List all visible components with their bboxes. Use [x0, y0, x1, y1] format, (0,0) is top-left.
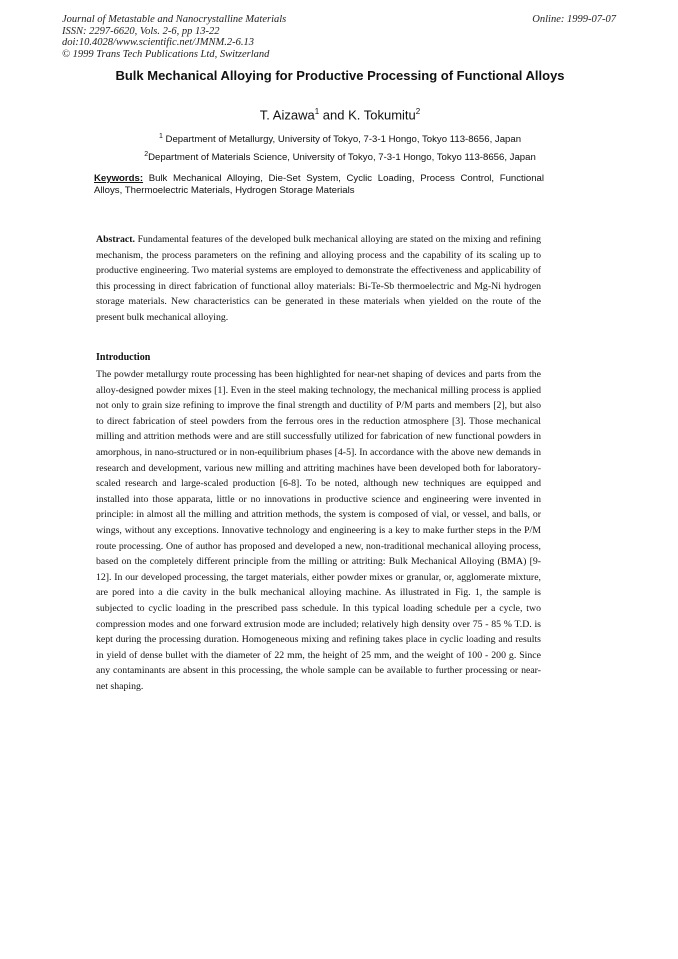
keywords [94, 173, 544, 196]
abstract [96, 232, 541, 326]
journal-issn: ISSN: 2297-6620, Vols. 2-6, pp 13-22 [62, 25, 220, 37]
affiliation-2 [60, 151, 620, 163]
author-1: T. Aizawa [259, 107, 315, 123]
author-2-affiliation-mark: 2 [415, 107, 421, 116]
paper-title: Bulk Mechanical Alloying for Productive Processing of Functional Alloys [115, 68, 565, 83]
author-2: K. Tokumitu [348, 107, 416, 123]
keywords-text: Bulk Mechanical Alloying, Die-Set System, Cyclic Loading, Process Control, Functional Alloys, Thermoelectric Materials, Hydrogen Storage Materials [94, 173, 544, 196]
affiliation-2-text: Department of Materials Science, University of Tokyo, 7-3-1 Hongo, Tokyo 113-8656, Japan [148, 152, 536, 164]
journal-copyright: © 1999 Trans Tech Publications Ltd, Switzerland [62, 48, 270, 60]
journal-doi: doi:10.4028/www.scientific.net/JMNM.2-6.13 [62, 37, 254, 49]
affiliation-2-mark: 2 [144, 151, 149, 158]
affiliation-1 [60, 133, 620, 145]
author-line [80, 107, 600, 122]
author-1-affiliation-mark: 1 [314, 107, 320, 116]
affiliation-1-text: Department of Metallurgy, University of Tokyo, 7-3-1 Hongo, Tokyo 113-8656, Japan [162, 134, 522, 146]
abstract-text: Fundamental features of the developed bulk mechanical alloying are stated on the mixing and refining mechanism, the process parameters on the refining and alloying process and the capability of its scaling up to productive engineering. Two material systems are employed to demonstrate the effectiveness and applicability of this processing in direct fabrication of functional alloy materials: Bi-Te-Sb thermoelectric and Mg-Ni hydrogen storage materials. New characteristics can be generated in these materials when yielded on the route of the present bulk mechanical alloying. [96, 234, 541, 323]
affiliation-1-mark: 1 [158, 133, 163, 140]
author-conjunction: and [319, 107, 349, 123]
introduction-text: The powder metallurgy route processing has been highlighted for near-net shaping of devices and parts from the alloy-designed powder mixes [1]. Even in the steel making technology, the mechanical milling process is applied not only to grain size refining to improve the final strength and ductility of P/M parts and members [2], but also to direct fabrication of steel powders from the ferrous ores in the reduction atmosphere [3]. Those mechanical milling and attrition methods were and are still successfully utilized for fabrication of new functional powders in amorphous, in nano-structured or in non-equilibrium phases [4-5]. In accordance with the above new demands in research and development, various new milling and attriting machines have been developed both for laboratory-scaled research and large-scaled production [6-8]. To be noted, although new techniques are equipped and installed into those apparata, little or no innovations in productive science and engineering were invented in principle: in almost all the milling and attrition methods, the system is composed of vial, or vessel, and balls, or wings, without any exceptions. Innovative technology and engineering is a key to make further steps in the P/M route processing. One of author has proposed and developed a new, non-traditional mechanical alloying process, based on the completely different principle from the milling or attriting: Bulk Mechanical Alloying (BMA) [9-12]. In our developed processing, the target materials, either powder mixes or granular, or, agglomerate mixture, are pored into a die cavity in the bulk mechanical alloying machine. As illustrated in Fig. 1, the sample is subjected to cyclic loading in the prescribed pass schedule. In this typical loading schedule per a cycle, two compression modes and one forward extrusion mode are included; relatively high density over 75 - 85 % T.D. is kept during the processing duration. Homogeneous mixing and refining takes place in cyclic loading and results in yield of dense bullet with the diameter of 22 mm, the height of 25 mm, and the weight of 100 - 200 g. Since any contaminants are absent in this processing, the whole sample can be available to further processing or near-net shaping. [96, 369, 541, 692]
introduction-heading: Introduction [96, 352, 151, 363]
abstract-label: Abstract. [96, 234, 135, 245]
journal-name: Journal of Metastable and Nanocrystalline Materials [62, 14, 287, 25]
keywords-label: Keywords: [94, 173, 144, 184]
journal-info [62, 14, 286, 60]
online-date: Online: 1999-07-07 [532, 14, 616, 25]
